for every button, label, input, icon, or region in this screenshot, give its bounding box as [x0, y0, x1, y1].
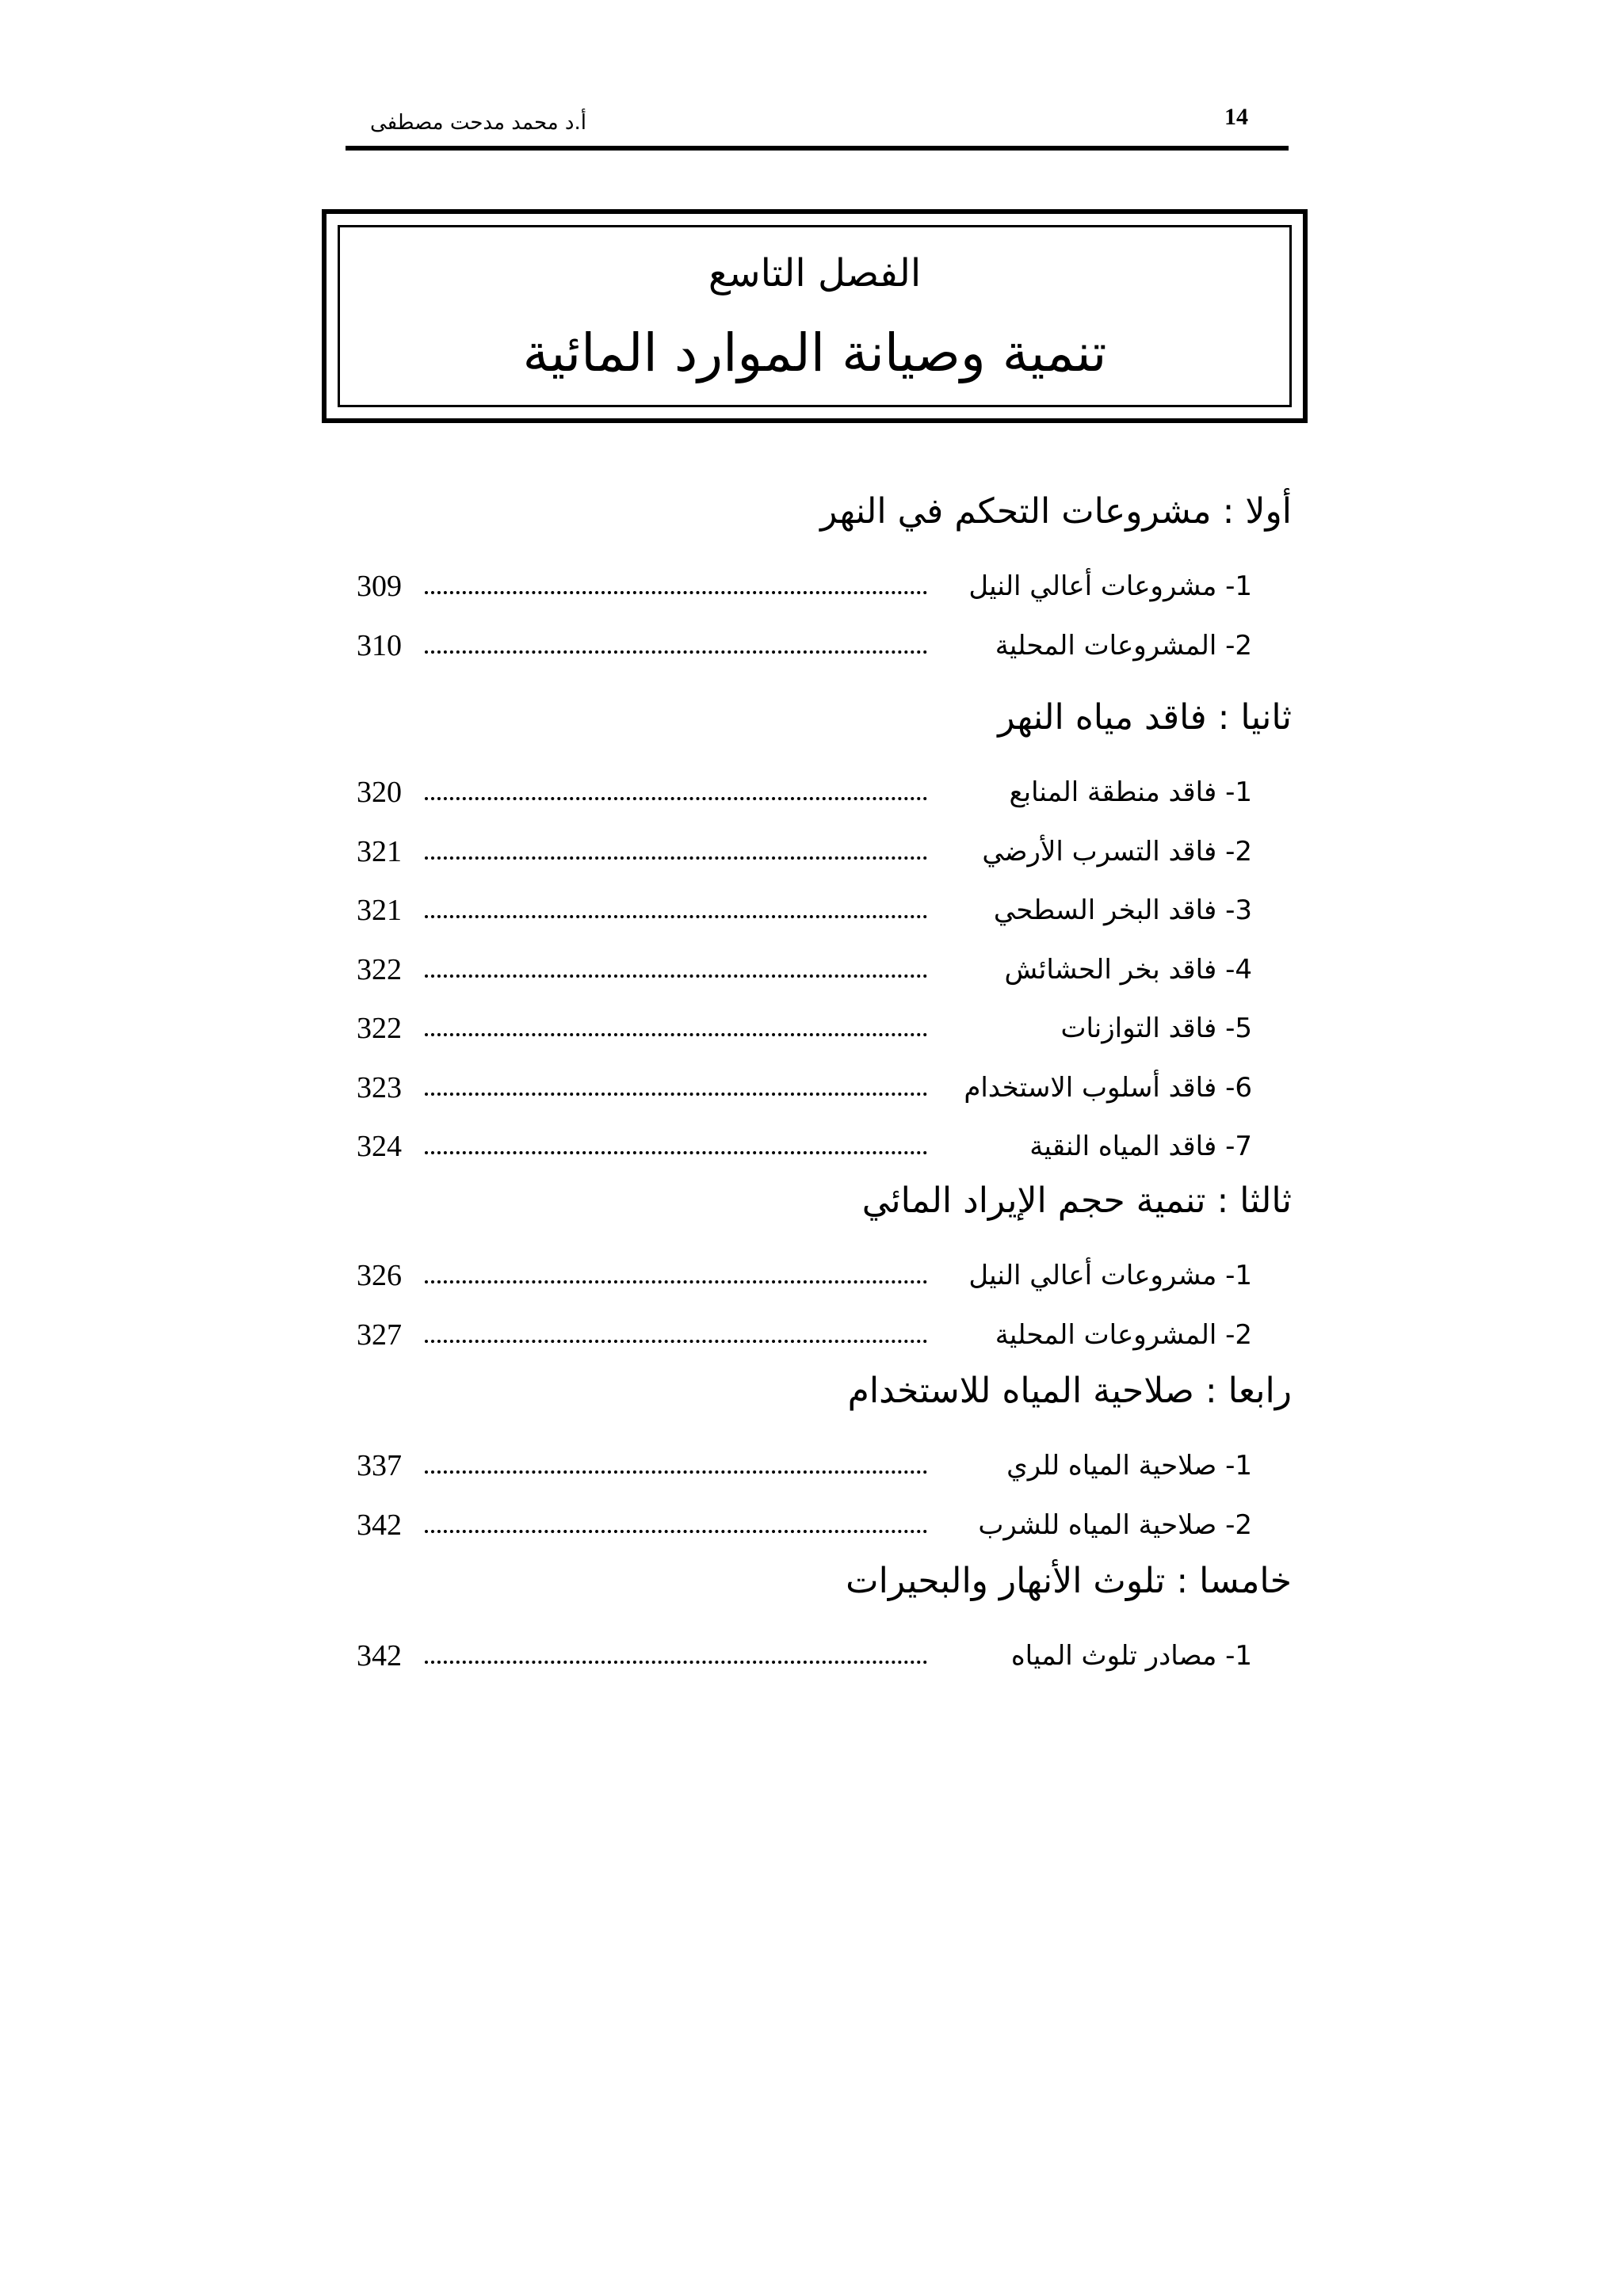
- chapter-title: تنمية وصيانة الموارد المائية: [522, 322, 1107, 383]
- toc-entry-label: 1- فاقد منطقة المنابع: [1000, 776, 1252, 808]
- toc-page-number: 342: [357, 1639, 402, 1672]
- toc-entry[interactable]: [349, 1070, 1292, 1118]
- toc-leader-dots: [425, 792, 927, 800]
- toc-leader-dots: [425, 1335, 927, 1343]
- header-rule: [346, 146, 1289, 151]
- toc-entry-label: 1- مشروعات أعالي النيل: [959, 570, 1252, 602]
- toc-leader-dots: [425, 586, 927, 594]
- toc-page-number: 323: [357, 1070, 402, 1104]
- running-header-author: أ.د محمد مدحت مصطفى: [369, 111, 586, 135]
- toc-leader-dots: [425, 1028, 927, 1036]
- toc-leader-dots: [425, 1656, 927, 1664]
- toc-leader-dots: [425, 646, 927, 654]
- toc-page-number: 337: [357, 1449, 402, 1482]
- toc-leader-dots: [425, 970, 927, 978]
- toc-entry[interactable]: [349, 1638, 1292, 1686]
- toc-entry-label: 5- فاقد التوازنات: [1051, 1013, 1252, 1044]
- toc-leader-dots: [425, 1276, 927, 1283]
- toc-entry[interactable]: [349, 1011, 1292, 1058]
- toc-entry[interactable]: [349, 893, 1292, 940]
- toc-page-number: 327: [357, 1318, 402, 1352]
- toc-entry-label: 2- صلاحية المياه للشرب: [968, 1509, 1252, 1541]
- toc-page-number: 322: [357, 952, 402, 986]
- toc-entry[interactable]: [349, 952, 1292, 1000]
- toc-entry-label: 3- فاقد البخر السطحي: [984, 894, 1252, 926]
- toc-entry-label: 1- مشروعات أعالي النيل: [959, 1260, 1252, 1291]
- toc-entry[interactable]: [349, 628, 1292, 676]
- toc-page-number: 322: [357, 1012, 402, 1045]
- section-heading: أولا : مشروعات التحكم في النهر: [820, 491, 1292, 532]
- toc-page-number: 320: [357, 776, 402, 809]
- chapter-label: الفصل التاسع: [708, 251, 922, 296]
- toc-entry-label: 1- صلاحية المياه للري: [997, 1450, 1252, 1482]
- toc-leader-dots: [425, 1525, 927, 1533]
- toc-page-number: 310: [357, 628, 402, 662]
- toc-entry-label: 6- فاقد أسلوب الاستخدام: [954, 1072, 1252, 1104]
- chapter-title-box: [322, 209, 1308, 423]
- toc-entry-label: 2- فاقد التسرب الأرضي: [972, 836, 1252, 868]
- toc-page-number: 342: [357, 1508, 402, 1542]
- toc-leader-dots: [425, 1088, 927, 1096]
- toc-page-number: 321: [357, 894, 402, 927]
- section-heading: رابعا : صلاحية المياه للاستخدام: [847, 1371, 1292, 1411]
- toc-entry-label: 4- فاقد بخر الحشائش: [995, 954, 1252, 986]
- toc-entry[interactable]: [349, 1448, 1292, 1496]
- section-heading: ثانيا : فاقد مياه النهر: [998, 697, 1292, 738]
- toc-entry-label: 1- مصادر تلوث المياه: [1002, 1640, 1252, 1672]
- toc-entry[interactable]: [349, 834, 1292, 882]
- section-heading: خامسا : تلوث الأنهار والبحيرات: [846, 1561, 1292, 1601]
- toc-leader-dots: [425, 1466, 927, 1474]
- toc-entry-label: 7- فاقد المياه النقية: [1020, 1131, 1252, 1162]
- toc-entry-label: 2- المشروعات المحلية: [986, 1319, 1252, 1351]
- toc-page-number: 324: [357, 1130, 402, 1163]
- toc-page-number: 326: [357, 1259, 402, 1292]
- toc-leader-dots: [425, 852, 927, 860]
- toc-page-number: 309: [357, 570, 402, 603]
- toc-entry[interactable]: [349, 1318, 1292, 1365]
- toc-entry-label: 2- المشروعات المحلية: [986, 630, 1252, 662]
- toc-leader-dots: [425, 910, 927, 918]
- toc-entry[interactable]: [349, 1508, 1292, 1555]
- page-number: 14: [1224, 104, 1248, 130]
- section-heading: ثالثا : تنمية حجم الإيراد المائي: [861, 1180, 1292, 1221]
- toc-page-number: 321: [357, 834, 402, 868]
- toc-entry[interactable]: [349, 1129, 1292, 1177]
- toc-entry[interactable]: [349, 569, 1292, 616]
- toc-entry[interactable]: [349, 1258, 1292, 1306]
- toc-leader-dots: [425, 1146, 927, 1154]
- chapter-title-inner-frame: [338, 225, 1292, 407]
- toc-entry[interactable]: [349, 775, 1292, 822]
